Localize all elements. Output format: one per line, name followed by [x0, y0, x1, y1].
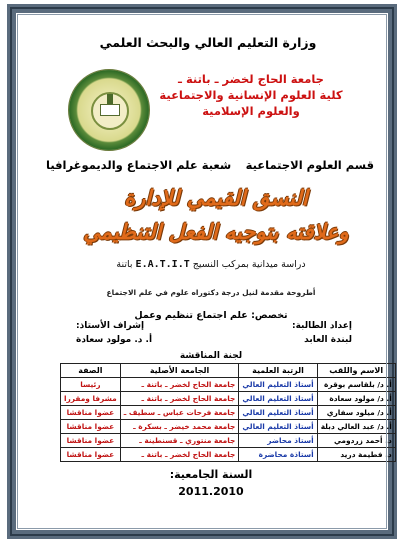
- member-name: د. فطيمة دريد: [317, 448, 395, 462]
- ministry-name: وزارة التعليم العالي والبحث العلمي: [99, 35, 317, 50]
- committee-table: [60, 363, 396, 462]
- member-university: جامعة محمد خيضر ـ بسكرة ـ: [120, 420, 239, 434]
- table-row: [61, 448, 396, 462]
- member-university: جامعة الحاج لخضر ـ باتنة ـ: [120, 378, 239, 392]
- member-role: عضوا مناقشا: [61, 434, 121, 448]
- member-name: د. أحمد زردومي: [317, 434, 395, 448]
- faculty-line: كلية العلوم الإنسانية والاجتماعية: [159, 88, 343, 102]
- member-university: جامعة فرحات عباس ـ سطيف ـ: [120, 406, 239, 420]
- header-university: الجامعة الأصلية: [120, 364, 239, 378]
- member-rank: أستاذ محاضر: [239, 434, 317, 448]
- study-city: باتنة: [116, 259, 133, 270]
- branch-name: شعبة علم الاجتماع والديموغرافيا: [46, 158, 232, 172]
- header-name: الاسم واللقب: [317, 364, 395, 378]
- member-rank: أستاذ التعليم العالي: [239, 378, 317, 392]
- university-block: [136, 71, 366, 119]
- supervisor-label: إشراف الأستاذ:: [76, 321, 145, 331]
- member-university: جامعة الحاج لخضر ـ باتنة ـ: [120, 448, 239, 462]
- member-name: أ. د/ مولود سعادة: [317, 392, 395, 406]
- table-row: [61, 434, 396, 448]
- member-role: عضوا مناقشا: [61, 406, 121, 420]
- academic-year: 2011.2010: [178, 485, 244, 498]
- seal-book-shape: [100, 104, 120, 116]
- thesis-title-line-1: النسق القيمي للإدارة: [124, 185, 308, 210]
- table-row: [61, 420, 396, 434]
- table-header-row: [61, 364, 396, 378]
- member-rank: أستاذ التعليم العالي: [239, 406, 317, 420]
- faculty-line-2: والعلوم الإسلامية: [202, 104, 300, 118]
- university-line: جامعة الحاج لخضر ـ باتنة ـ: [178, 72, 324, 86]
- committee-title: لجنة المناقشة: [179, 351, 243, 361]
- member-name: أ. د/ بلقاسم بوقرة: [317, 378, 395, 392]
- member-name: أ. د/ ميلود سفاري: [317, 406, 395, 420]
- member-role: عضوا مناقشا: [61, 448, 121, 462]
- table-row: [61, 392, 396, 406]
- member-role: عضوا مناقشا: [61, 420, 121, 434]
- header-role: الصفة: [61, 364, 121, 378]
- member-rank: أستاذ التعليم العالي: [239, 420, 317, 434]
- header-rank: الرتبة العلمية: [239, 364, 317, 378]
- member-name: أ. د/ عبد العالي دبلة: [317, 420, 395, 434]
- table-row: [61, 378, 396, 392]
- member-university: جامعة الحاج لخضر ـ باتنة ـ: [120, 392, 239, 406]
- student-label: إعداد الطالبة:: [292, 321, 352, 331]
- member-rank: أستاذة محاضرة: [239, 448, 317, 462]
- member-rank: أستاذ التعليم العالي: [239, 392, 317, 406]
- study-description: [16, 259, 403, 270]
- study-code: E.A.T.I.T: [135, 259, 190, 270]
- study-text: دراسة ميدانية بمركب النسيج: [192, 259, 306, 270]
- member-university: جامعة منتوري ـ قسنطينة ـ: [120, 434, 239, 448]
- specialty: تخصص: علم اجتماع تنظيم وعمل: [134, 310, 288, 321]
- academic-year-label: السنة الجامعية:: [169, 468, 253, 481]
- thesis-degree: أطروحة مقدمة لنيل درجة دكتوراه علوم في علم الاجتماع: [106, 288, 316, 297]
- student-name: لبندة العابد: [304, 335, 352, 345]
- supervisor-name: أ. د. مولود سعادة: [76, 335, 153, 345]
- thesis-title: [56, 181, 376, 249]
- thesis-title-line-2: وعلاقته بتوجيه الفعل التنظيمي: [83, 219, 349, 244]
- department-name: قسم العلوم الاجتماعية: [245, 158, 374, 172]
- member-role: رئيسا: [61, 378, 121, 392]
- table-row: [61, 406, 396, 420]
- document-page: [7, 4, 397, 539]
- member-role: مشرفا ومقررا: [61, 392, 121, 406]
